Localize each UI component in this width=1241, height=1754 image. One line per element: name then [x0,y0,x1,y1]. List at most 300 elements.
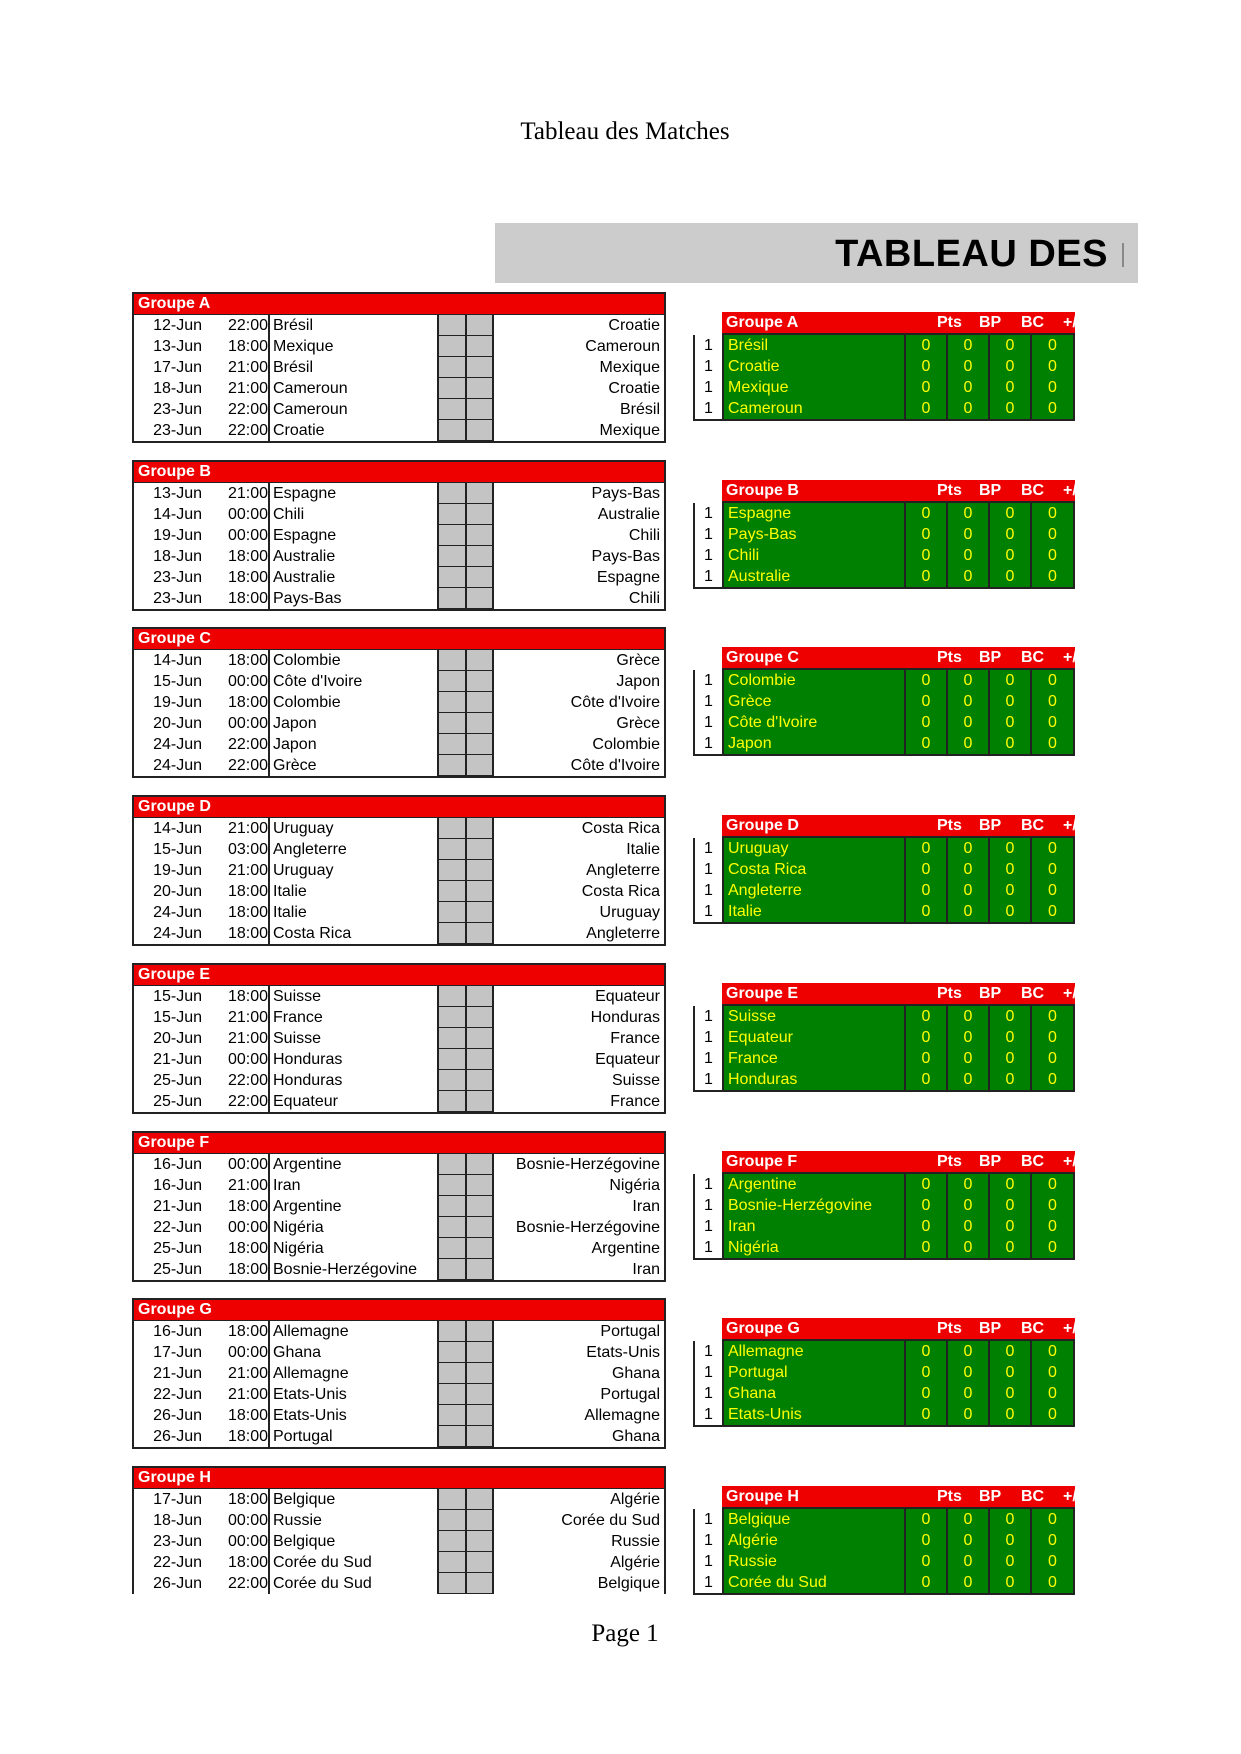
standings-col-3: +/- [1063,984,1083,1002]
away-score-input[interactable] [465,1510,494,1531]
match-date: 22-Jun [153,1553,202,1571]
away-score-input[interactable] [465,1489,494,1510]
away-score-input[interactable] [465,755,494,776]
away-team: Espagne [596,568,660,586]
team-stat: 0 [1030,1216,1073,1237]
home-score-input[interactable] [437,1238,465,1259]
standings-row [693,1027,1073,1048]
home-team: Nigéria [268,1217,438,1238]
away-score-input[interactable] [465,357,494,378]
match-row [134,650,664,671]
away-score-input[interactable] [465,1175,494,1196]
match-row [134,923,664,944]
home-team: Brésil [268,357,438,378]
banner [495,223,1138,283]
home-score-input[interactable] [437,504,465,525]
team-stat: 0 [946,712,988,733]
match-row [134,671,664,692]
home-team: Allemagne [268,1363,438,1384]
match-row [134,525,664,546]
standings-group-name: Groupe A [726,314,799,331]
home-score-input[interactable] [437,1217,465,1238]
home-score-input[interactable] [437,1426,465,1447]
match-time: 18:00 [227,568,268,586]
standings-header [722,1486,1083,1509]
team-stat: 0 [904,1530,946,1551]
away-score-input[interactable] [465,1217,494,1238]
team-stat: 0 [904,880,946,901]
home-score-input[interactable] [437,986,465,1007]
team-stat: 0 [904,1006,946,1027]
home-score-input[interactable] [437,378,465,399]
standings-header [722,1318,1083,1341]
home-score-input[interactable] [437,692,465,713]
home-score-input[interactable] [437,902,465,923]
away-score-input[interactable] [465,1154,494,1175]
away-score-input[interactable] [465,1531,494,1552]
away-score-input[interactable] [465,1573,494,1594]
home-team: Cameroun [268,378,438,399]
team-stat: 0 [988,1048,1030,1069]
match-row [134,1489,664,1510]
team-stat: 0 [1030,1027,1073,1048]
away-team: Grèce [616,715,660,733]
match-date: 15-Jun [153,987,202,1005]
team-rank: 1 [693,691,722,712]
match-table-header: Groupe B [134,460,664,483]
team-stat: 0 [946,524,988,545]
match-row [134,546,664,567]
match-time: 21:00 [227,1176,268,1194]
standings-col-3: +/- [1063,1320,1083,1338]
away-score-input[interactable] [465,902,494,923]
away-score-input[interactable] [465,1363,494,1384]
home-team: Corée du Sud [268,1573,438,1594]
match-time: 18:00 [227,1428,268,1446]
match-time: 00:00 [227,1218,268,1236]
match-time: 21:00 [227,820,268,838]
home-score-input[interactable] [437,357,465,378]
away-team: Algérie [610,1553,660,1571]
standings-group-name: Groupe G [726,1320,800,1338]
away-score-input[interactable] [465,504,494,525]
team-stat: 0 [1030,838,1073,859]
match-row [134,1238,664,1259]
home-score-input[interactable] [437,1342,465,1363]
home-team: Bosnie-Herzégovine [268,1259,438,1280]
home-score-input[interactable] [437,1405,465,1426]
team-stat: 0 [904,524,946,545]
standings-body [693,1509,1075,1595]
away-team: Corée du Sud [561,1511,660,1529]
team-rank: 1 [693,524,722,545]
team-rank: 1 [693,901,722,922]
home-score-input[interactable] [437,650,465,671]
away-team: Pays-Bas [591,547,660,565]
home-score-input[interactable] [437,923,465,944]
match-date: 22-Jun [153,1386,202,1404]
standings-row [693,1216,1073,1237]
standings-col-2: BC [1021,817,1045,835]
team-rank: 1 [693,670,722,691]
match-date: 26-Jun [153,1407,202,1425]
home-score-input[interactable] [437,525,465,546]
team-stat: 0 [1030,1195,1073,1216]
home-score-input[interactable] [437,420,465,441]
team-stat: 0 [904,733,946,754]
home-team: Costa Rica [268,923,438,944]
home-score-input[interactable] [437,588,465,609]
team-stat: 0 [946,1069,988,1090]
away-score-input[interactable] [465,546,494,567]
standings-body [693,1006,1075,1092]
team-stat: 0 [904,1237,946,1258]
home-team: Italie [268,902,438,923]
away-score-input[interactable] [465,1405,494,1426]
match-time: 18:00 [227,1553,268,1571]
home-score-input[interactable] [437,483,465,504]
team-name: Australie [722,566,904,587]
match-date: 18-Jun [153,380,202,397]
standings-row [693,691,1073,712]
standings-col-0: Pts [937,1487,962,1505]
standings-row [693,1572,1073,1593]
standings-row [693,1341,1073,1362]
home-team: Etats-Unis [268,1405,438,1426]
away-score-input[interactable] [465,1238,494,1259]
match-row [134,1259,664,1280]
standings-row [693,712,1073,733]
away-score-input[interactable] [465,986,494,1007]
standings-row [693,901,1073,922]
away-score-input[interactable] [465,483,494,504]
home-score-input[interactable] [437,713,465,734]
away-score-input[interactable] [465,1007,494,1028]
away-score-input[interactable] [465,713,494,734]
match-row [134,420,664,441]
away-score-input[interactable] [465,881,494,902]
team-stat: 0 [988,691,1030,712]
home-score-input[interactable] [437,1510,465,1531]
away-team: Etats-Unis [586,1344,660,1362]
match-table [132,292,666,443]
standings-col-2: BC [1021,1152,1045,1170]
away-score-input[interactable] [465,315,494,336]
team-rank: 1 [693,335,722,356]
standings-group-name: Groupe H [726,1487,799,1505]
team-stat: 0 [1030,356,1073,377]
home-team: Japon [268,713,438,734]
team-stat: 0 [1030,503,1073,524]
away-score-input[interactable] [465,1259,494,1280]
team-stat: 0 [946,1362,988,1383]
match-time: 18:00 [227,589,268,607]
home-score-input[interactable] [437,1196,465,1217]
team-stat: 0 [1030,1530,1073,1551]
team-name: Allemagne [722,1341,904,1362]
away-score-input[interactable] [465,420,494,441]
standings-row [693,1530,1073,1551]
away-score-input[interactable] [465,1552,494,1573]
away-score-input[interactable] [465,650,494,671]
standings-row [693,566,1073,587]
match-row [134,504,664,525]
team-stat: 0 [946,901,988,922]
match-time: 18:00 [227,338,268,355]
match-row [134,1342,664,1363]
away-team: Australie [597,505,660,523]
team-stat: 0 [946,1195,988,1216]
match-date: 19-Jun [153,526,202,544]
team-rank: 1 [693,1509,722,1530]
away-score-input[interactable] [465,378,494,399]
team-stat: 0 [904,335,946,356]
match-row [134,1175,664,1196]
match-date: 17-Jun [153,1344,202,1362]
home-score-input[interactable] [437,860,465,881]
home-score-input[interactable] [437,1154,465,1175]
match-row [134,315,664,336]
away-score-input[interactable] [465,1321,494,1342]
match-time: 22:00 [227,401,268,418]
standings-row [693,1362,1073,1383]
standings-group-name: Groupe D [726,817,799,835]
team-rank: 1 [693,1174,722,1195]
home-team: Russie [268,1510,438,1531]
team-stat: 0 [988,1404,1030,1425]
home-team: Australie [268,567,438,588]
home-score-input[interactable] [437,1049,465,1070]
match-time: 18:00 [227,1260,268,1278]
home-score-input[interactable] [437,1573,465,1594]
away-team: Grèce [616,652,660,670]
team-rank: 1 [693,566,722,587]
away-score-input[interactable] [465,588,494,609]
standings-col-0: Pts [937,314,962,331]
away-score-input[interactable] [465,399,494,420]
team-stat: 0 [988,1572,1030,1593]
away-score-input[interactable] [465,525,494,546]
standings-table [693,815,1083,924]
away-score-input[interactable] [465,1028,494,1049]
team-stat: 0 [946,377,988,398]
home-score-input[interactable] [437,1363,465,1384]
away-score-input[interactable] [465,860,494,881]
home-score-input[interactable] [437,546,465,567]
home-score-input[interactable] [437,818,465,839]
match-time: 00:00 [227,505,268,523]
team-name: Angleterre [722,880,904,901]
match-date: 16-Jun [153,1155,202,1173]
team-stat: 0 [1030,733,1073,754]
away-score-input[interactable] [465,1091,494,1112]
team-name: Suisse [722,1006,904,1027]
standings-col-1: BP [979,649,1002,667]
home-score-input[interactable] [437,1259,465,1280]
home-score-input[interactable] [437,1489,465,1510]
home-team: Australie [268,546,438,567]
home-score-input[interactable] [437,1321,465,1342]
away-score-input[interactable] [465,671,494,692]
home-score-input[interactable] [437,315,465,336]
away-score-input[interactable] [465,734,494,755]
match-date: 20-Jun [153,715,202,733]
home-score-input[interactable] [437,755,465,776]
away-team: Nigéria [609,1176,660,1194]
match-row [134,399,664,420]
team-rank: 1 [693,733,722,754]
home-team: Chili [268,504,438,525]
home-score-input[interactable] [437,1531,465,1552]
match-time: 22:00 [227,1092,268,1110]
home-score-input[interactable] [437,671,465,692]
away-team: Allemagne [584,1407,660,1425]
match-row [134,1363,664,1384]
match-date: 23-Jun [153,401,202,418]
team-rank: 1 [693,1048,722,1069]
match-row [134,588,664,609]
home-score-input[interactable] [437,881,465,902]
match-time: 21:00 [227,1365,268,1383]
away-score-input[interactable] [465,336,494,357]
standings-row [693,1237,1073,1258]
team-stat: 0 [1030,859,1073,880]
team-stat: 0 [1030,1174,1073,1195]
match-row [134,1321,664,1342]
home-team: Pays-Bas [268,588,438,609]
team-name: Ghana [722,1383,904,1404]
away-score-input[interactable] [465,1342,494,1363]
team-rank: 1 [693,1383,722,1404]
team-stat: 0 [946,335,988,356]
match-table [132,1298,666,1449]
team-stat: 0 [946,838,988,859]
home-score-input[interactable] [437,1028,465,1049]
team-stat: 0 [946,1341,988,1362]
team-stat: 0 [1030,1509,1073,1530]
match-row [134,755,664,776]
home-score-input[interactable] [437,1091,465,1112]
standings-body [693,503,1075,589]
standings-row [693,670,1073,691]
away-score-input[interactable] [465,1196,494,1217]
team-stat: 0 [988,1174,1030,1195]
match-time: 18:00 [227,1323,268,1341]
team-stat: 0 [1030,377,1073,398]
match-date: 21-Jun [153,1365,202,1383]
home-score-input[interactable] [437,1384,465,1405]
away-score-input[interactable] [465,567,494,588]
match-time: 00:00 [227,526,268,544]
away-score-input[interactable] [465,923,494,944]
team-stat: 0 [988,1195,1030,1216]
team-rank: 1 [693,1216,722,1237]
team-stat: 0 [946,1027,988,1048]
match-date: 13-Jun [153,338,202,355]
team-stat: 0 [988,377,1030,398]
away-score-input[interactable] [465,1049,494,1070]
home-score-input[interactable] [437,1070,465,1091]
standings-col-2: BC [1021,1487,1045,1505]
away-score-input[interactable] [465,692,494,713]
team-stat: 0 [946,670,988,691]
home-score-input[interactable] [437,839,465,860]
home-score-input[interactable] [437,336,465,357]
away-team: Bosnie-Herzégovine [515,1218,660,1236]
standings-row [693,1509,1073,1530]
away-score-input[interactable] [465,818,494,839]
standings-row [693,398,1073,419]
match-date: 26-Jun [153,1574,202,1592]
home-team: Portugal [268,1426,438,1447]
team-rank: 1 [693,545,722,566]
match-date: 17-Jun [153,1490,202,1508]
standings-row [693,545,1073,566]
away-score-input[interactable] [465,1070,494,1091]
home-score-input[interactable] [437,1175,465,1196]
standings-row [693,1383,1073,1404]
match-time: 21:00 [227,380,268,397]
team-name: Belgique [722,1509,904,1530]
team-rank: 1 [693,1237,722,1258]
team-stat: 0 [946,1572,988,1593]
team-stat: 0 [904,545,946,566]
away-team: Iran [632,1197,660,1215]
away-score-input[interactable] [465,1426,494,1447]
team-stat: 0 [946,1404,988,1425]
team-name: Pays-Bas [722,524,904,545]
team-rank: 1 [693,503,722,524]
standings-row [693,880,1073,901]
team-rank: 1 [693,859,722,880]
match-table [132,1131,666,1282]
team-stat: 0 [988,1006,1030,1027]
team-rank: 1 [693,398,722,419]
home-score-input[interactable] [437,1552,465,1573]
home-team: Corée du Sud [268,1552,438,1573]
team-stat: 0 [946,503,988,524]
away-team: Pays-Bas [591,484,660,502]
home-team: Espagne [268,525,438,546]
standings-header [722,647,1083,670]
team-stat: 0 [1030,335,1073,356]
match-table-header: Groupe F [134,1131,664,1154]
match-time: 22:00 [227,422,268,439]
team-stat: 0 [988,901,1030,922]
away-team: Angleterre [586,862,660,880]
match-row [134,1384,664,1405]
team-stat: 0 [904,901,946,922]
away-score-input[interactable] [465,1384,494,1405]
home-team: Mexique [268,336,438,357]
standings-col-2: BC [1021,649,1045,667]
team-name: Portugal [722,1362,904,1383]
match-row [134,1028,664,1049]
team-stat: 0 [988,524,1030,545]
team-stat: 0 [946,880,988,901]
away-team: Algérie [610,1490,660,1508]
standings-col-3: +/- [1063,481,1083,499]
home-team: Belgique [268,1489,438,1510]
home-score-input[interactable] [437,399,465,420]
home-score-input[interactable] [437,1007,465,1028]
away-score-input[interactable] [465,839,494,860]
home-score-input[interactable] [437,567,465,588]
away-team: Ghana [611,1428,660,1446]
match-row [134,1049,664,1070]
team-stat: 0 [1030,1048,1073,1069]
home-score-input[interactable] [437,734,465,755]
